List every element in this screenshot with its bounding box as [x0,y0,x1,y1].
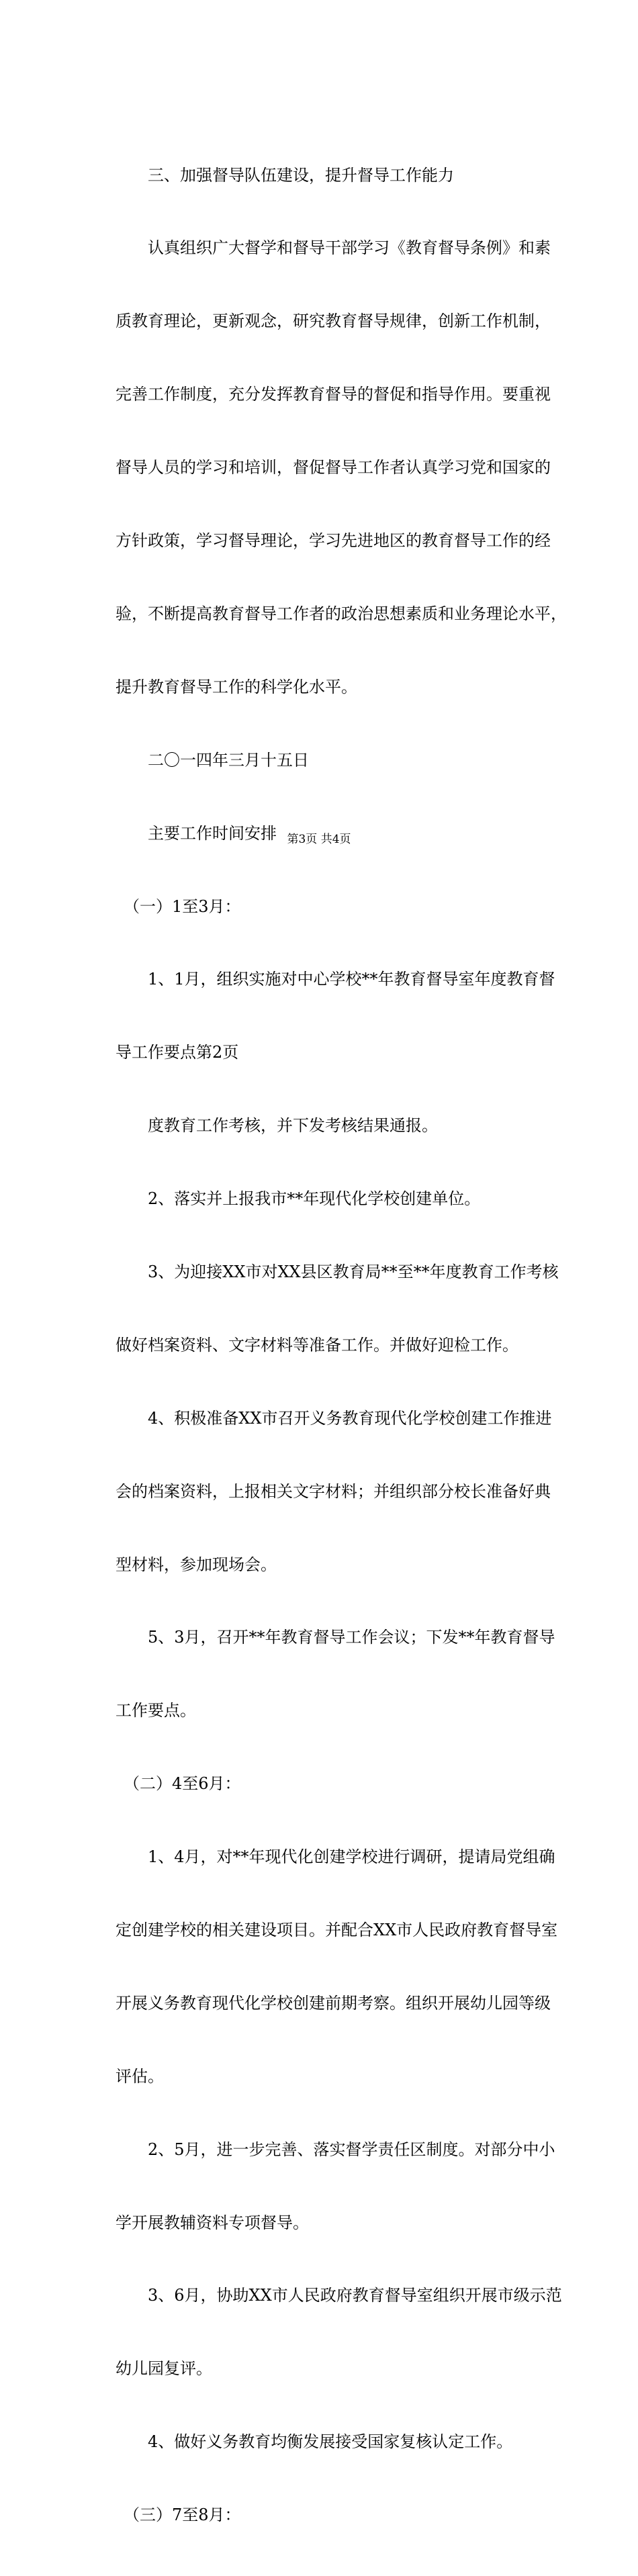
text-line: 1、1月，组织实施对中心学校**年教育督导室年度教育督 [116,970,555,989]
text-line: 度教育工作考核，并下发考核结果通报。 [116,1116,438,1136]
text-line: 学开展教辅资料专项督导。 [116,2213,309,2232]
text-line: 5、3月，召开**年教育督导工作会议；下发**年教育督导 [116,1628,555,1647]
page-footer [0,833,638,846]
page-number-label: 第3页 共4页 [287,833,351,846]
text-line: （二）4至6月： [116,1774,241,1794]
text-line: 2、落实并上报我市**年现代化学校创建单位。 [116,1189,481,1209]
text-line: 验，不断提高教育督导工作者的政治思想素质和业务理论水平， [116,604,567,623]
text-line: 开展义务教育现代化学校创建前期考察。组织开展幼儿园等级 [116,1993,551,2013]
text-line: 会的档案资料，上报相关文字材料；并组织部分校长准备好典 [116,1481,551,1501]
text-line: 3、为迎接XX市对XX县区教育局**至**年度教育工作考核 [116,1262,559,1281]
text-line: 提升教育督导工作的科学化水平。 [116,677,357,696]
text-line: 评估。 [116,2066,164,2086]
text-line: 定创建学校的相关建设项目。并配合XX市人民政府教育督导室 [116,1920,558,1939]
text-line: 认真组织广大督学和督导干部学习《教育督导条例》和素 [116,238,551,258]
text-line: 幼儿园复评。 [116,2359,212,2379]
text-line: （一）1至3月： [116,896,241,916]
text-line: 1、4月，对**年现代化创建学校进行调研，提请局党组确 [116,1847,555,1867]
text-line: 3、6月，协助XX市人民政府教育督导室组织开展市级示范 [116,2286,562,2305]
text-line: 三、加强督导队伍建设，提升督导工作能力 [116,165,454,185]
text-line: 4、做好义务教育均衡发展接受国家复核认定工作。 [116,2432,513,2452]
text-line: 完善工作制度，充分发挥教育督导的督促和指导作用。要重视 [116,385,551,404]
text-line: 主要工作时间安排 [116,823,277,843]
text-line: 方针政策，学习督导理论，学习先进地区的教育督导工作的经 [116,531,551,551]
text-line: 4、积极准备XX市召开义务教育现代化学校创建工作推进 [116,1408,552,1428]
text-line: 二〇一四年三月十五日 [116,750,309,770]
text-line: 督导人员的学习和培训，督促督导工作者认真学习党和国家的 [116,458,551,477]
document-text [116,114,567,2576]
text-line: 工作要点。 [116,1701,196,1720]
text-line: 做好档案资料、文字材料等准备工作。并做好迎检工作。 [116,1335,518,1354]
text-line: 导工作要点第2页 [116,1043,239,1062]
document-body [116,114,567,2576]
text-line: （三）7至8月： [116,2505,241,2525]
text-line: 2、5月，进一步完善、落实督学责任区制度。对部分中小 [116,2140,555,2159]
text-line: 质教育理论，更新观念，研究教育督导规律，创新工作机制， [116,312,551,331]
text-line: 型材料，参加现场会。 [116,1555,277,1574]
